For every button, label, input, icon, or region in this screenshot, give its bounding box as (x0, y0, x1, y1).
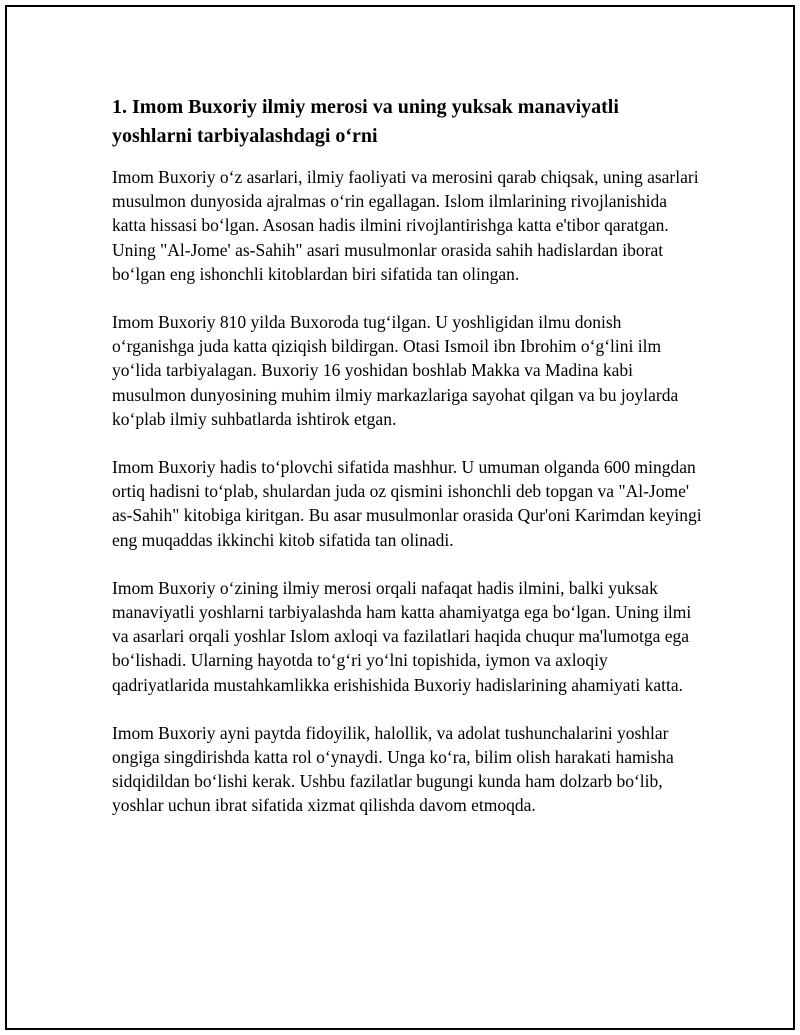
paragraph-1: Imom Buxoriy o‘z asarlari, ilmiy faoliyati va merosini qarab chiqsak, uning asarlari musulmon dunyosida ajralmas o‘rin egallagan. Islom ilmlarining rivojlanishida katta hissasi bo‘lgan. Asosan hadis ilmini rivojlantirishga katta e'tibor qaratgan. Uning "Al-Jome' as-Sahih" asari musulmonlar orasida sahih hadislardan iborat bo‘lgan eng ishonchli kitoblardan biri sifatida tan olingan. (112, 167, 699, 284)
paragraph-3: Imom Buxoriy hadis to‘plovchi sifatida mashhur. U umuman olganda 600 mingdan ortiq hadisni to‘plab, shulardan juda oz qismini ishonchli deb topgan va "Al-Jome' as-Sahih" kitobiga kiritgan. Bu asar musulmonlar orasida Qur'oni Karimdan keyingi eng muqaddas ikkinchi kitob sifatida tan olinadi. (112, 457, 702, 550)
paragraph-2: Imom Buxoriy 810 yilda Buxoroda tug‘ilgan. U yoshligidan ilmu donish o‘rganishga juda katta qiziqish bildirgan. Otasi Ismoil ibn Ibrohim o‘g‘lini ilm yo‘lida tarbiyalagan. Buxoriy 16 yoshidan boshlab Makka va Madina kabi musulmon dunyosining muhim ilmiy markazlariga sayohat qilgan va bu joylarda ko‘plab ilmiy suhbatlarda ishtirok etgan. (112, 312, 679, 429)
document-body (112, 93, 702, 842)
paragraph-5: Imom Buxoriy ayni paytda fidoyilik, halollik, va adolat tushunchalarini yoshlar ongiga singdirishda katta rol o‘ynaydi. Unga ko‘ra, bilim olish harakati hamisha sidqidildan bo‘lishi kerak. Ushbu fazilatlar bugungi kunda ham dolzarb bo‘lib, yoshlar uchun ibrat sifatida xizmat qilishda davom etmoqda. (112, 722, 674, 816)
section-title: 1. Imom Buxoriy ilmiy merosi va uning yuksak manaviyatli yoshlarni tarbiyalashdagi o‘rni (112, 96, 619, 147)
paragraph-4: Imom Buxoriy o‘zining ilmiy merosi orqali nafaqat hadis ilmini, balki yuksak manaviyatli yoshlarni tarbiyalashda ham katta ahamiyatga ega bo‘lgan. Uning ilmi va asarlari orqali yoshlar Islom axloqi va fazilatlari haqida chuqur ma'lumotga ega bo‘lishadi. Ularning hayotda to‘g‘ri yo‘lni topishida, iymon va axloqiy qadriyatlarida mustahkamlikka erishishida Buxoriy hadislarining ahamiyati katta. (112, 577, 692, 695)
